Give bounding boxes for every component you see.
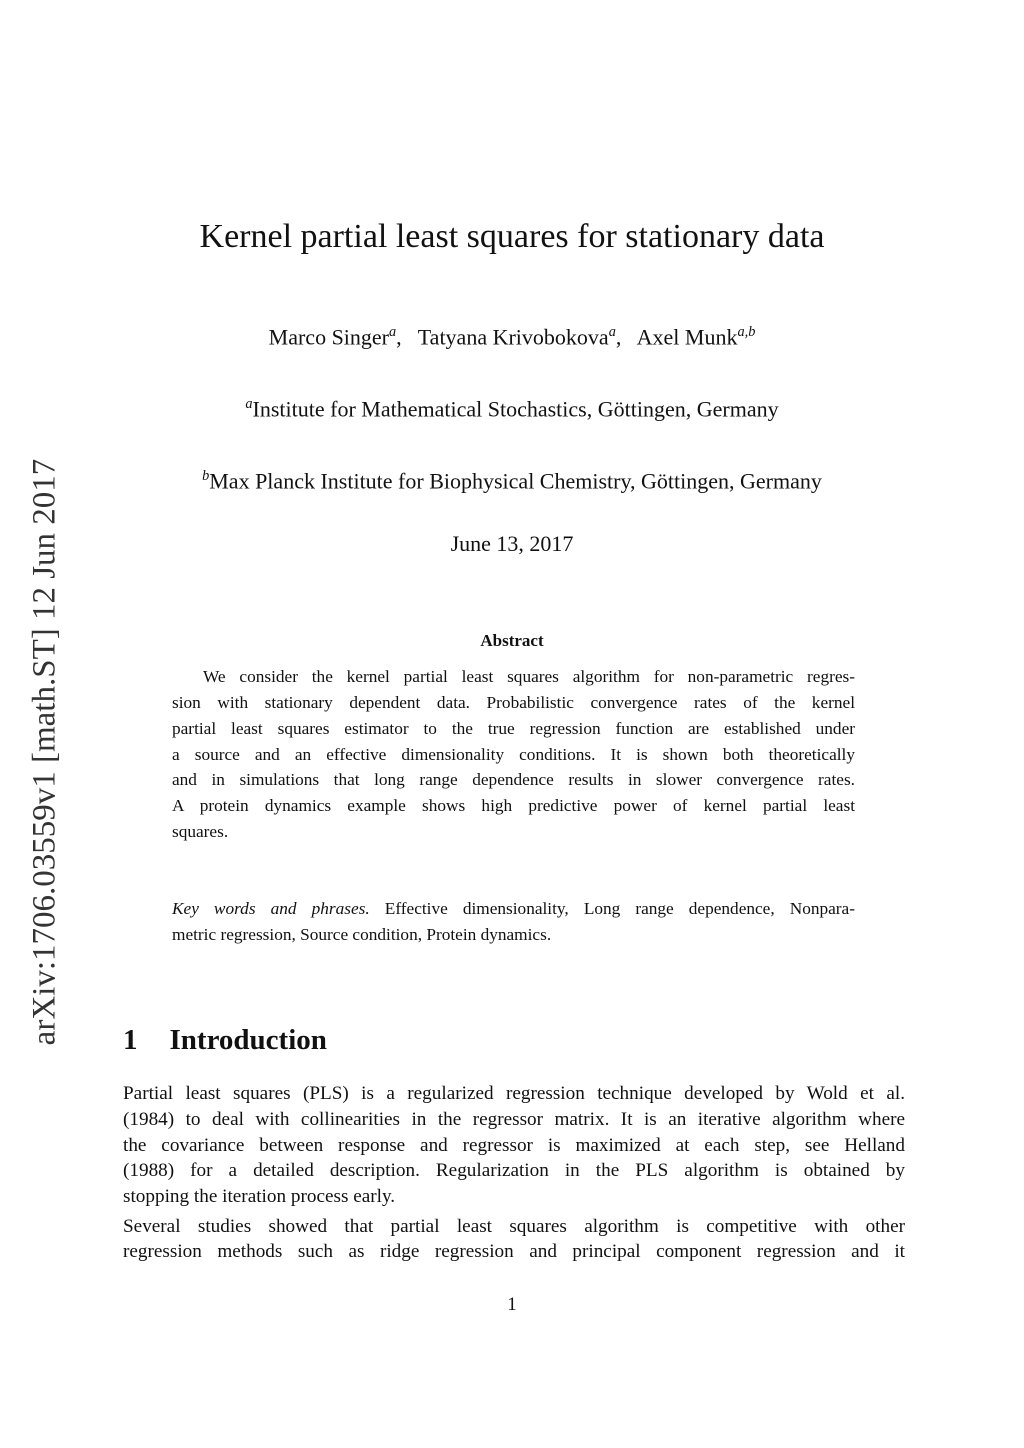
affiliation-text: Max Planck Institute for Biophysical Chemistry, Göttingen, Germany — [209, 468, 822, 494]
body-line: stopping the iteration process early. — [123, 1186, 396, 1207]
affiliation-sup: b — [202, 468, 210, 484]
abstract-line: A protein dynamics example shows high predictive power of kernel partial least — [172, 796, 855, 815]
author-list: Marco Singer$^a$, Tatyana Krivobokova$^a$, Axel Munk$^{a,b}$ — [268, 324, 756, 350]
body-line: Partial least squares (PLS) is a regularized regression technique developed by Wold et al. — [123, 1083, 905, 1104]
page-number: 1 — [507, 1294, 517, 1315]
author: Marco Singer — [268, 324, 390, 350]
date: June 13, 2017 — [450, 531, 574, 556]
affiliation — [0, 396, 1024, 422]
body-line: (1988) for a detailed description. Regularization in the PLS algorithm is obtained by — [123, 1160, 905, 1181]
author-sup: a,b — [737, 324, 756, 340]
body-line: (1984) to deal with collinearities in the regressor matrix. It is an iterative algorithm where — [123, 1109, 905, 1130]
section-title: Introduction — [169, 1024, 327, 1056]
affiliation-sup: a — [245, 396, 253, 412]
keywords-label: Key words and phrases. — [172, 899, 370, 918]
author-sup: a — [608, 324, 616, 340]
body-line: Several studies showed that partial least squares algorithm is competitive with other — [123, 1216, 905, 1237]
keywords-line — [172, 899, 855, 919]
abstract-line: partial least squares estimator to the true regression function are established under — [172, 719, 855, 738]
keywords-line: metric regression, Source condition, Protein dynamics. — [172, 925, 552, 944]
author: Axel Munk — [636, 324, 738, 350]
abstract-line: a source and an effective dimensionality conditions. It is shown both theoretically — [172, 745, 855, 764]
abstract-line: squares. — [172, 822, 229, 841]
author-sup: a — [389, 324, 397, 340]
section-heading — [123, 1024, 327, 1057]
author: Tatyana Krivobokova — [417, 324, 609, 350]
keywords-text: Effective dimensionality, Long range dependence, Nonpara- — [384, 899, 855, 918]
body-line: the covariance between response and regressor is maximized at each step, see Helland — [123, 1135, 905, 1156]
abstract-line: and in simulations that long range dependence results in slower convergence rates. — [172, 770, 855, 789]
arxiv-identifier: arXiv:1706.03559v1 [math.ST] 12 Jun 2017 — [26, 458, 63, 1046]
affiliation-text: Institute for Mathematical Stochastics, Göttingen, Germany — [252, 396, 779, 422]
abstract-heading: Abstract — [480, 631, 544, 650]
body-line: regression methods such as ridge regression and principal component regression and it — [123, 1241, 905, 1262]
abstract-line: sion with stationary dependent data. Probabilistic convergence rates of the kernel — [172, 693, 855, 712]
abstract-line: We consider the kernel partial least squares algorithm for non-parametric regres- — [203, 667, 855, 686]
paper-title: Kernel partial least squares for stationary data — [199, 218, 825, 255]
section-number: 1 — [123, 1024, 138, 1056]
affiliation — [0, 468, 1024, 494]
